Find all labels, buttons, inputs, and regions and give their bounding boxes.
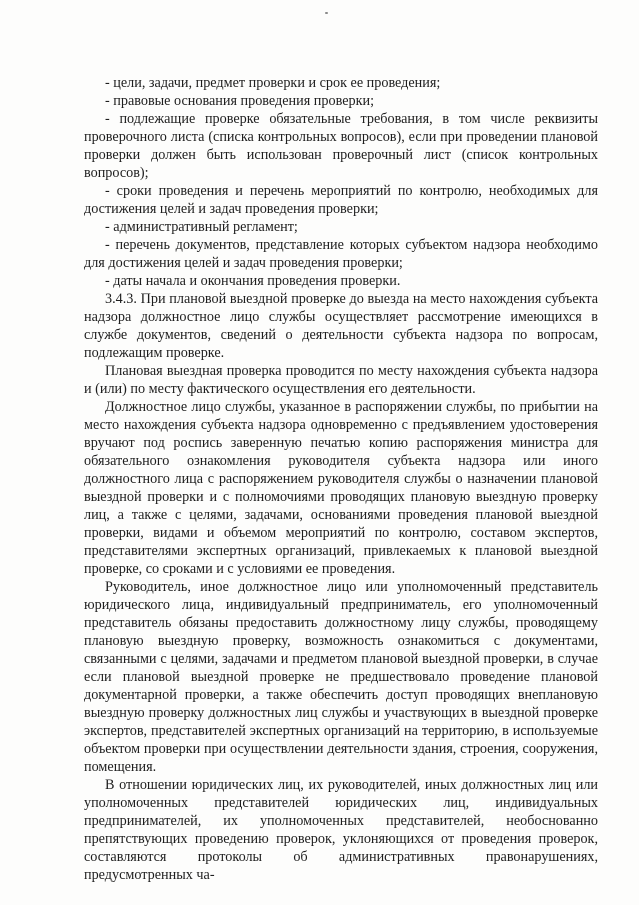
list-item: - подлежащие проверке обязательные требования, в том числе реквизиты проверочного листа (списка контрольных вопросов), если при проведении плановой проверки должен быть использован проверочный лист (список контрольных вопросов); — [84, 111, 598, 181]
paragraph-protocols: В отношении юридических лиц, их руководителей, иных должностных лиц или уполномоченных представителей юридических лиц, индивидуальных предпринимателей, их уполномоченных представителей, необоснованно препятствующих проведению проверок, уклоняющихся от проведения проверок, составляются протоколы об административных правонарушениях, предусмотренных ча- — [84, 777, 598, 883]
list-item: - сроки проведения и перечень мероприятий по контролю, необходимых для достижения целей и задач проведения проверки; — [84, 183, 598, 217]
list-item: - даты начала и окончания проведения проверки. — [105, 273, 401, 289]
paragraph-location: Плановая выездная проверка проводится по месту нахождения субъекта надзора и (или) по месту фактического осуществления его деятельности. — [84, 363, 598, 397]
list-item: - цели, задачи, предмет проверки и срок ее проведения; — [105, 75, 441, 91]
scan-mark — [325, 12, 328, 14]
document-body — [84, 74, 598, 884]
list-item: - правовые основания проведения проверки; — [105, 93, 375, 109]
section-3-4-3: 3.4.3. При плановой выездной проверке до выезда на место нахождения субъекта надзора должностное лицо службы осуществляет рассмотрение имеющихся в службе документов, сведений о деятельности субъекта надзора по вопросам, подлежащим проверке. — [84, 291, 598, 361]
list-item: - административный регламент; — [105, 219, 298, 235]
paragraph-official-arrival: Должностное лицо службы, указанное в распоряжении службы, по прибытии на место нахождения субъекта надзора одновременно с предъявлением удостоверения вручают под роспись заверенную печатью копию распоряжения министра для обязательного ознакомления руководителя субъекта надзора или иного должностного лица с распоряжением руководителя службы о назначении плановой выездной проверки и с полномочиями проводящих плановую выездную проверку лиц, а также с целями, задачами, основаниями проведения плановой выездной проверки, видами и объемом мероприятий по контролю, составом экспертов, представителями экспертных организаций, привлекаемых к плановой выездной проверке, со сроками и с условиями ее проведения. — [84, 399, 598, 577]
list-item: - перечень документов, представление которых субъектом надзора необходимо для достижения целей и задач проведения проверки; — [84, 237, 598, 271]
paragraph-access-obligations: Руководитель, иное должностное лицо или уполномоченный представитель юридического лица, индивидуальный предприниматель, его уполномоченный представитель обязаны предоставить должностному лицу службы, проводящему плановую выездную проверку, возможность ознакомиться с документами, связанными с целями, задачами и предметом плановой выездной проверки, в случае если плановой выездной проверке не предшествовало проведение плановой документарной проверки, а также обеспечить доступ проводящих внеплановую выездную проверку должностных лиц службы и участвующих в выездной проверке экспертов, представителей экспертных организаций на территорию, в используемые объектом проверки при осуществлении деятельности здания, строения, сооружения, помещения. — [84, 579, 598, 775]
